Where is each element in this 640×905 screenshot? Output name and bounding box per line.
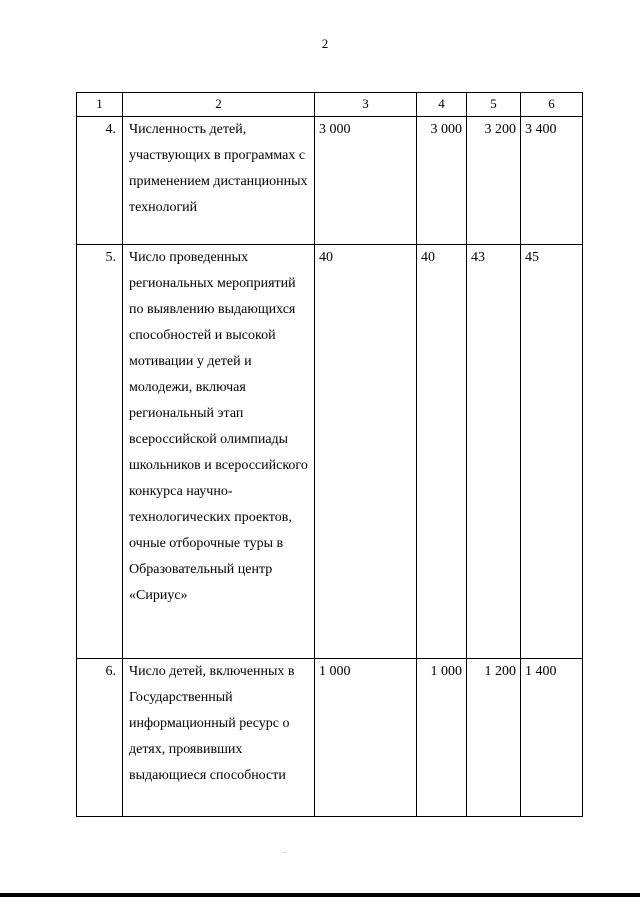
header-cell-1: 1: [77, 93, 123, 117]
table-row: [77, 117, 583, 245]
header-cell-2: 2: [123, 93, 315, 117]
indicators-table: [76, 92, 583, 817]
row-value-col5: 43: [467, 245, 521, 659]
row-value-col5: 3 200: [467, 117, 521, 245]
header-cell-5: 5: [467, 93, 521, 117]
row-value-col4: 3 000: [417, 117, 467, 245]
row-value-col6: 45: [521, 245, 583, 659]
scan-speck: [284, 852, 286, 853]
bottom-rule: [0, 893, 640, 897]
table-row: [77, 659, 583, 817]
row-description: Число детей, включенных в Государственный информационный ресурс о детях, проявивших выдающиеся способности: [123, 659, 315, 817]
header-cell-4: 4: [417, 93, 467, 117]
row-number: 6.: [77, 659, 123, 817]
row-value-col3: 40: [315, 245, 417, 659]
table-row: [77, 245, 583, 659]
row-value-col5: 1 200: [467, 659, 521, 817]
table-header-row: [77, 93, 583, 117]
row-description: Численность детей, участвующих в программах с применением дистанционных технологий: [123, 117, 315, 245]
row-value-col6: 3 400: [521, 117, 583, 245]
row-number: 5.: [77, 245, 123, 659]
header-cell-6: 6: [521, 93, 583, 117]
header-cell-3: 3: [315, 93, 417, 117]
row-value-col4: 1 000: [417, 659, 467, 817]
row-description: Число проведенных региональных мероприятий по выявлению выдающихся способностей и высокой мотивации у детей и молодежи, включая региональный этап всероссийской олимпиады школьников и всероссийского конкурса научно-технологических проектов, очные отборочные туры в Образовательный центр «Сириус»: [123, 245, 315, 659]
row-value-col3: 3 000: [315, 117, 417, 245]
row-value-col4: 40: [417, 245, 467, 659]
row-number: 4.: [77, 117, 123, 245]
row-value-col3: 1 000: [315, 659, 417, 817]
page-number: 2: [321, 36, 329, 51]
row-value-col6: 1 400: [521, 659, 583, 817]
